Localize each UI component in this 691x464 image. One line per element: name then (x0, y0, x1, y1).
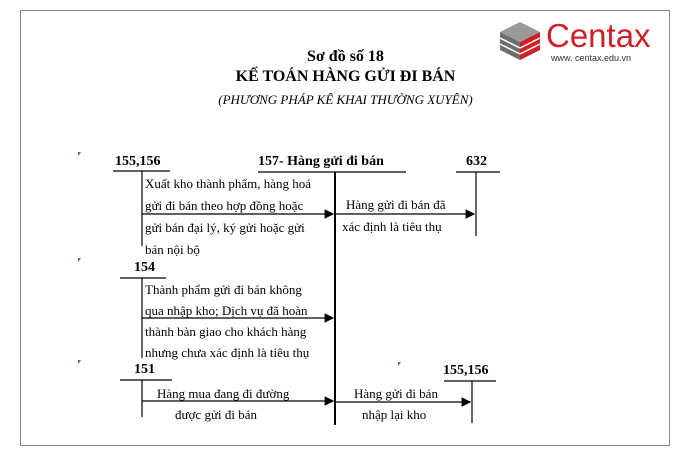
diagram-number: Sơ đồ số 18 (307, 48, 384, 65)
account-632: 632 (466, 154, 487, 169)
entry1-line1: Xuất kho thành phẩm, hàng hoá (145, 176, 312, 191)
entry2-line1: Hàng gửi đi bán đã (346, 197, 446, 212)
account-154: 154 (134, 260, 155, 275)
entry2-line2: xác định là tiêu thụ (342, 219, 442, 234)
entry5-line1: Hàng gửi đi bán (354, 386, 438, 401)
entry4-line2: được gửi đi bán (175, 407, 257, 422)
account-157: 157- Hàng gửi đi bán (258, 154, 384, 169)
diagram-subtitle: (PHƯƠNG PHÁP KÊ KHAI THƯỜNG XUYÊN) (218, 92, 473, 107)
logo-url: www. centax.edu.vn (551, 53, 632, 63)
entry3-line1: Thành phẩm gửi đi bán không (145, 282, 302, 297)
account-151: 151 (134, 362, 155, 377)
entry4-line1: Hàng mua đang đi đường (157, 386, 290, 401)
diagram-title: KẾ TOÁN HÀNG GỬI ĐI BÁN (235, 68, 456, 85)
account-155-156-top: 155,156 (115, 154, 161, 169)
entry3-line2: qua nhập kho; Dịch vụ đã hoàn (145, 303, 308, 318)
entry1-line3: gửi bán đại lý, ký gửi hoặc gửi (145, 220, 305, 235)
entry3-line4: nhưng chưa xác định là tiêu thụ (145, 345, 310, 360)
entry3-line3: thành bàn giao cho khách hàng (145, 324, 307, 339)
entry5-line2: nhập lại kho (362, 407, 427, 422)
entry1-line2: gửi đi bán theo hợp đồng hoặc (145, 198, 304, 213)
logo-wordmark: Centax (546, 17, 651, 54)
account-155-156-bottom: 155,156 (443, 363, 489, 378)
entry1-line4: bán nội bộ (145, 242, 200, 257)
